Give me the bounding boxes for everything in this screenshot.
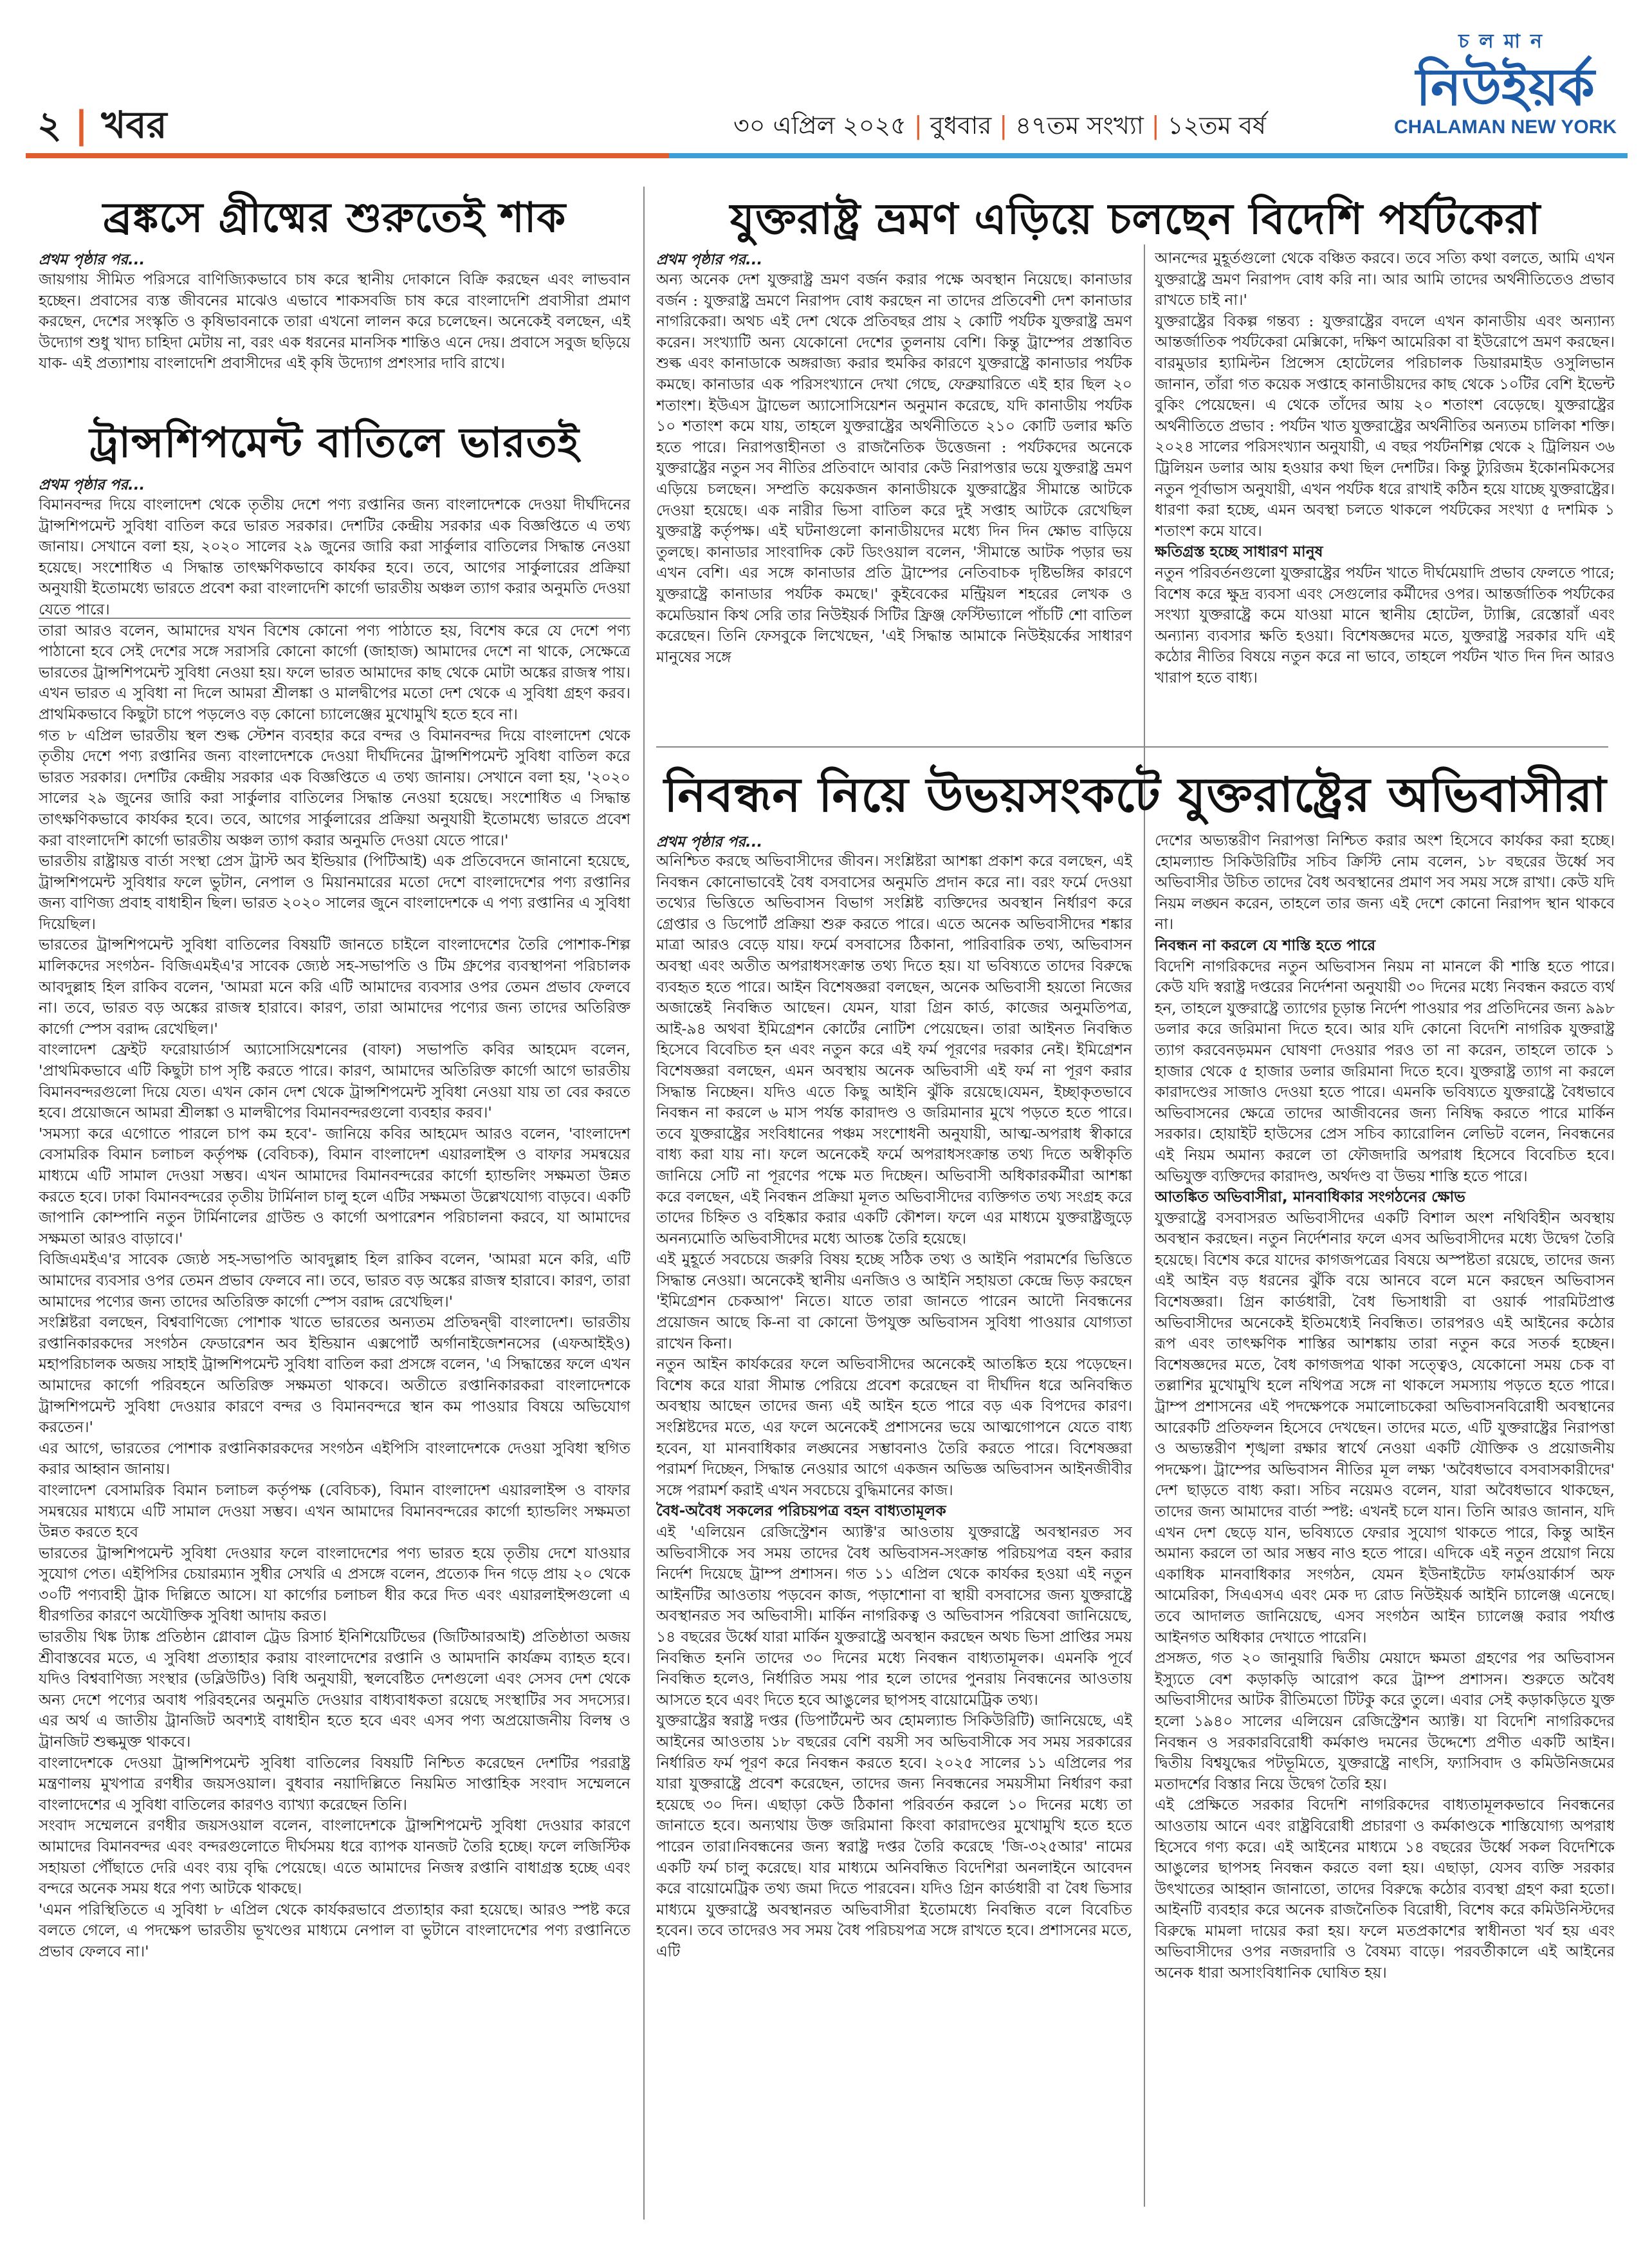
page-folio <box>37 97 167 159</box>
logo-top-text: চলমান <box>1458 30 1552 53</box>
article3-continued: প্রথম পৃষ্ঠার পর... <box>656 252 763 268</box>
article4-paragraph: দেশের অভ্যন্তরীণ নিরাপত্তা নিশ্চিত করার অংশ হিসেবে কার্যকর করা হচ্ছে। হোমল্যান্ড সিকিউরিটির সচিব ক্রিস্টি নোম বলেন, ১৮ বছরের উর্ধ্বে সব অভিবাসীর উচিত তাদের বৈধ অবস্থানের প্রমাণ সব সময় সঙ্গে রাখা। কেউ যদি নিয়ম লঙ্ঘন করেন, তাহলে তার জন্য এই দেশে কোনো নিরাপদ স্থান থাকবে না। <box>1155 831 1615 933</box>
article2-paragraph: ভারতীয় রাষ্ট্রায়ত্ত বার্তা সংস্থা প্রেস ট্রাস্ট অব ইন্ডিয়ার (পিটিআই) এক প্রতিবেদনে জানানো হয়েছে, ট্রান্সশিপমেন্ট সুবিধার ফলে ভুটান, নেপাল ও মিয়ানমারের মতো দেশে বাংলাদেশের পণ্য রপ্তানির জন্য বাণিজ্য প্রবাহ বাধাহীন ছিল। ভারত ২০২০ সালের জুনে বাংলাদেশকে এ পণ্য রপ্তানির এ সুবিধা দিয়েছিল। <box>39 852 630 933</box>
article3-paragraph: নতুন পরিবর্তনগুলো যুক্তরাষ্ট্রের পর্যটন খাতে দীর্ঘমেয়াদি প্রভাব ফেলতে পারে; বিশেষ করে ক্ষুদ্র ব্যবসা এবং সেগুলোর কর্মীদের ওপর। আন্তর্জাতিক পর্যটকের সংখ্যা যুক্তরাষ্ট্রে কমে যাওয়া মানে স্থানীয় হোটেল, ট্যাক্সি, রেস্তোরাঁ এবং অন্যান্য ব্যবসার ক্ষতি হওয়া। বিশেষজ্ঞদের মতে, যুক্তরাষ্ট্র সরকার যদি এই কঠোর নীতির বিষয়ে নতুন করে না ভাবে, তাহলে পর্যটন খাত দিন দিন আরও খারাপ হতে বাধ্য। <box>1155 563 1615 686</box>
article2-paragraph: বাংলাদেশ বেসামরিক বিমান চলাচল কর্তৃপক্ষ (বেবিচক), বিমান বাংলাদেশ এয়ারলাইন্স ও বাফার সমন্বয়ের মাধ্যমে এটি সামাল দেওয়া সম্ভব। এখন আমাদের বিমানবন্দরের কার্গো হ্যান্ডলিং সক্ষমতা উন্নত করতে হবে <box>39 1480 630 1541</box>
weekday: বুধবার <box>930 111 992 140</box>
logo-main-text: নিউইয়র্ক <box>1416 57 1595 117</box>
article2-paragraph: বাংলাদেশকে দেওয়া ট্রান্সশিপমেন্ট সুবিধা বাতিলের বিষয়টি নিশ্চিত করেছেন দেশটির পররাষ্ট্র মন্ত্রণালয় মুখপাত্র রণধীর জয়সওয়াল। বুধবার নয়াদিল্লিতে নিয়মিত সাপ্তাহিক সংবাদ সম্মেলনে বাংলাদেশের এ সুবিধা বাতিলের কারণও ব্যাখ্যা করেছেন তিনি। <box>39 1753 630 1814</box>
article2-paragraph: ভারতের ট্রান্সশিপমেন্ট সুবিধা দেওয়ার ফলে বাংলাদেশের পণ্য ভারত হয়ে তৃতীয় দেশে যাওয়ার সুযোগ পেত। এইপিসির চেয়ারম্যান সুধীর সেখরি এ প্রসঙ্গে বলেন, প্রত্যেক দিন গড়ে প্রায় ২০ থেকে ৩০টি পণ্যবাহী ট্রাক দিল্লিতে আসে। যা কার্গোর চলাচল ধীর করে দিত এবং এয়ারলাইন্সগুলো এ ধীরগতির কারণে অযৌক্তিক সুবিধা আদায় করত। <box>39 1543 630 1625</box>
article-divider <box>656 746 1608 748</box>
volume-year: ১২তম বর্ষ <box>1167 111 1266 140</box>
article2-paragraph: বিজিএমইএ'র সাবেক জ্যেষ্ঠ সহ-সভাপতি আবদুল্লাহ হিল রাকিব বলেন, 'আমরা মনে করি, এটি আমাদের ব্যবসার ওপর তেমন প্রভাব ফেলবে না। তবে, ভারত বড় অঙ্কের রাজস্ব হারাবে। কারণ, তারা আমাদের পণ্যের জন্য তাদের অতিরিক্ত কার্গো স্পেস বরাদ্দ রেখেছিল।' <box>39 1250 630 1310</box>
masthead <box>0 0 1652 158</box>
article4-paragraph: প্রসঙ্গত, গত ২০ জানুয়ারি দ্বিতীয় মেয়াদে ক্ষমতা গ্রহণের পর অভিবাসন ইস্যুতে বেশ কড়াকড়ি আরোপ করে ট্রাম্প প্রশাসন। শুরুতে অবৈধ অভিবাসীদের আটক রীতিমতো টিটকু করে তুলে। এবার সেই কড়াকড়িতে যুক্ত হলো ১৯৪০ সালের এলিয়েন রেজিস্ট্রেশন অ্যাক্ট। যা বিদেশি নাগরিকদের নিবন্ধন ও সরকারবিরোধী কর্মকাণ্ড দমনের উদ্দেশ্যে প্রণীত একটি আইন। দ্বিতীয় বিশ্বযুদ্ধের পটভূমিতে, যুক্তরাষ্ট্রে নাৎসি, ফ্যাসিবাদ ও কমিউনিজমের মতাদর্শের বিস্তার নিয়ে উদ্বেগ তৈরি হয়। <box>1155 1649 1615 1793</box>
article4-subhead: বৈধ-অবৈধ সকলের পরিচয়পত্র বহন বাধ্যতামূলক <box>656 1502 946 1520</box>
header-rule-blue <box>669 153 1628 158</box>
header-rule-orange <box>26 153 669 158</box>
article1-continued: প্রথম পৃষ্ঠার পর... <box>39 252 145 268</box>
article3-headline: যুক্তরাষ্ট্র ভ্রমণ এড়িয়ে চলছেন বিদেশি পর্যটকেরা <box>730 194 1541 244</box>
article4-subhead: আতঙ্কিত অভিবাসীরা, মানবাধিকার সংগঠনের ক্ষোভ <box>1155 1188 1465 1206</box>
dateline: ৩০ এপ্রিল ২০২৫ | বুধবার | ৪৭তম সংখ্যা | ১২তম বর্ষ <box>733 111 1266 140</box>
article2-paragraph: তারা আরও বলেন, আমাদের যখন বিশেষ কোনো পণ্য পাঠাতে হয়, বিশেষ করে যে দেশে পণ্য পাঠানো হবে সেই দেশের সঙ্গে সরাসরি কোনো কার্গো (জাহাজ) আমাদের দেশে না থাকে, সেক্ষেত্রে ভারতের ট্রান্সশিপমেন্ট সুবিধা নেওয়া হয়। ফলে ভারত আমাদের কাছ থেকে মোটা অঙ্কের রাজস্ব পায়। এখন ভারত এ সুবিধা না দিলে আমরা শ্রীলঙ্কা ও মালদ্বীপের মতো দেশ থেকে এ সুবিধা গ্রহণ করব। প্রাথমিকভাবে কিছুটা চাপে পড়লেও বড় কোনো চ্যালেঞ্জের মুখোমুখি হতে হবে না। <box>39 621 630 723</box>
column-divider <box>1144 823 1145 2207</box>
article4-paragraph: এই 'এলিয়েন রেজিস্ট্রেশন অ্যাক্ট'র আওতায় যুক্তরাষ্ট্রে অবস্থানরত সব অভিবাসীকে সব সময় তাদের বৈধ অভিবাসন-সংক্রান্ত পরিচয়পত্র বহন করার নির্দেশ দিয়েছে ট্রাম্প প্রশাসন। গত ১১ এপ্রিল থেকে কার্যকর হওয়া এই নতুন আইনটির আওতায় পড়বেন কাজ, পড়াশোনা বা স্থায়ী বসবাসের জন্য যুক্তরাষ্ট্রে অবস্থানরত সব অভিবাসী। মার্কিন নাগরিকত্ব ও অভিবাসন পরিষেবা জানিয়েছে, ১৪ বছরের উর্ধ্বে যারা মার্কিন যুক্তরাষ্ট্রে অবস্থান করছেন অথচ ভিসা প্রাপ্তির সময় নিবন্ধিত হননি তাদের ৩০ দিনের মধ্যে নিবন্ধন বাধ্যতামূলক। এমনকি পূর্বে নিবন্ধিত হলেও, নির্ধারিত সময় পার হলে তাদের পুনরায় নিবন্ধনের আওতায় আসতে হবে এবং দিতে হবে আঙুলের ছাপসহ বায়োমেট্রিক তথ্য। <box>656 1523 1132 1709</box>
article3-column-2 <box>1155 248 1615 740</box>
article4-paragraph: অনিশ্চিত করছে অভিবাসীদের জীবন। সংশ্লিষ্টরা আশঙ্কা প্রকাশ করে বলছেন, এই নিবন্ধন কোনোভাবেই বৈধ বসবাসের অনুমতি প্রদান করে না। বরং ফর্মে দেওয়া তথ্যের ভিত্তিতে অভিবাসন বিভাগ সংশ্লিষ্ট ব্যক্তিদের অবস্থান নির্ধারণ করে গ্রেপ্তার ও ডিপোর্ট প্রক্রিয়া শুরু করতে পারে। এতে অনেক অভিবাসীদের শঙ্কার মাত্রা আরও বেড়ে যায়। ফর্মে বসবাসের ঠিকানা, পারিবারিক তথ্য, অভিবাসন অবস্থা এবং অতীত অপরাধসংক্রান্ত তথ্য দিতে হয়। যা ভবিষ্যতে তাদের বিরুদ্ধে ব্যবহৃত হতে পারে। আইন বিশেষজ্ঞরা বলছেন, অনেক অভিবাসী হয়তো নিজের অজান্তেই নিবন্ধিত আছেন। যেমন, যারা গ্রিন কার্ড, কাজের অনুমতিপত্র, আই-৯৪ অথবা ইমিগ্রেশন কোর্টের নোটিশ পেয়েছেন। তারা আইনত নিবন্ধিত হিসেবে বিবেচিত হন এবং নতুন করে এই ফর্ম পূরণের দরকার নেই। ইমিগ্রেশন বিশেষজ্ঞরা বলছেন, এমন অবস্থায় অনেক অভিবাসী এই ফর্ম না পূরণ করার সিদ্ধান্ত নিচ্ছেন। যদিও এতে কিছু আইনি ঝুঁকি রয়েছে।যেমন, ইচ্ছাকৃতভাবে নিবন্ধন না করলে ৬ মাস পর্যন্ত কারাদণ্ড ও জরিমানার মুখে পড়তে হতে পারে। তবে যুক্তরাষ্ট্রের সংবিধানের পঞ্চম সংশোধনী অনুযায়ী, আত্ম-অপরাধ স্বীকারে বাধ্য করা যায় না। ফলে অনেকেই ফর্মে অপরাধসংক্রান্ত তথ্য দিতে অস্বীকৃতি জানিয়ে সেটি না পূরণের পক্ষে মত দিচ্ছেন। অভিবাসী অধিকারকর্মীরা আশঙ্কা করে বলছেন, এই নিবন্ধন প্রক্রিয়া মূলত অভিবাসীদের ব্যক্তিগত তথ্য সংগ্রহ করে তাদের চিহ্নিত ও বহিষ্কার করার একটি কৌশল। ফলে এর মাধ্যমে যুক্তরাষ্ট্রজুড়ে অনন্যমোতি অভিবাসীদের মধ্যে আতঙ্ক তৈরি হয়েছে। <box>656 852 1132 1247</box>
article3-paragraph: যুক্তরাষ্ট্রের বিকল্প গন্তব্য : যুক্তরাষ্ট্রের বদলে এখন কানাডীয় এবং অন্যান্য আন্তর্জাতিক পর্যটকেরা মেক্সিকো, দক্ষিণ আমেরিকা বা ইউরোপে ভ্রমণ করছেন। বারমুডার হ্যামিল্টন প্রিন্সেস হোটেলের পরিচালক ডিয়ারমাইড ওসুলিভান জানান, তাঁরা গত কয়েক সপ্তাহে কানাডীয়দের কাছ থেকে ১০টির বেশি ইভেন্ট বুকিং পেয়েছেন। এ থেকে তাঁদের আয় ২০ শতাংশ বেড়েছে। যুক্তরাষ্ট্রের অর্থনীতিতে প্রভাব : পর্যটন খাত যুক্তরাষ্ট্রের অর্থনীতির অন্যতম চালিকা শক্তি। ২০২৪ সালের পরিসংখ্যান অনুযায়ী, এ বছর পর্যটনশিল্প থেকে ২ ট্রিলিয়ন ৩৬ ট্রিলিয়ন ডলার আয় হওয়ার কথা ছিল দেশটির। কিন্তু ট্যুরিজম ইকোনমিকসের নতুন পূর্বাভাস অনুযায়ী, এখন পর্যটক ধরে রাখাই কঠিন হয়ে যাচ্ছে যুক্তরাষ্ট্রের। ধারণা করা হচ্ছে, এমন অবস্থা চলতে থাকলে পর্যটকের সংখ্যা ৫ দশমিক ১ শতাংশ কমে যাবে। <box>1155 311 1615 540</box>
article2-headline: ট্রান্সশিপমেন্ট বাতিলে ভারতই <box>89 419 580 467</box>
newspaper-logo <box>1383 26 1628 138</box>
article2-paragraph: বিমানবন্দর দিয়ে বাংলাদেশ থেকে তৃতীয় দেশে পণ্য রপ্তানির জন্য বাংলাদেশকে দেওয়া দীর্ঘদিনের ট্রান্সশিপমেন্ট সুবিধা বাতিল করে ভারত সরকার। দেশটির কেন্দ্রীয় সরকার এক বিজ্ঞপ্তিতে এ তথ্য জানায়। সেখানে বলা হয়, ২০২০ সালের ২৯ জুনের জারি করা সার্কুলার বাতিলের সিদ্ধান্ত নেওয়া হয়েছে। সংশোধিত এ সিদ্ধান্ত তাৎক্ষণিকভাবে কার্যকর হবে। তবে, আগের সার্কুলারের প্রক্রিয়া অনুযায়ী ইতোমধ্যে ভারতে প্রবেশ করা বাংলাদেশি কার্গো ভারতীয় অঞ্চল ত্যাগ করার অনুমতি দেওয়া যেতে পারে। <box>39 495 630 618</box>
article2-paragraph: বাংলাদেশ ফ্রেইট ফরোয়ার্ডার্স অ্যাসোসিয়েশনের (বাফা) সভাপতি কবির আহমেদ বলেন, 'প্রাথমিকভাবে এটি কিছুটা চাপ সৃষ্টি করতে পারে। কারণ, আমাদের অতিরিক্ত কার্গো আগে ভারতীয় বিমানবন্দরগুলো দিয়ে যেত। এখন কোন দেশ থেকে ট্রান্সশিপমেন্ট সুবিধা নেওয়া যায় তা বের করতে হবে। প্রয়োজনে আমরা শ্রীলঙ্কা ও মালদ্বীপের বিমানবন্দরগুলো ব্যবহার করব।' <box>39 1040 630 1122</box>
article4-column-1 <box>656 851 1132 2220</box>
article1-paragraph: জায়গায় সীমিত পরিসরে বাণিজ্যিকভাবে চাষ করে স্থানীয় দোকানে বিক্রি করছেন এবং লাভবান হচ্ছেন। প্রবাসের ব্যস্ত জীবনের মাঝেও এভাবে শাকসবজি চাষ করে বাংলাদেশি প্রবাসীরা প্রমাণ করছেন, দেশের সংস্কৃতি ও কৃষিভাবনাকে তারা এখনো লালন করে চলেছেন। অনেকেই বলছেন, এই উদ্যোগ শুধু খাদ্য চাহিদা মেটায় না, বরং এক ধরনের মানসিক শান্তিও এনে দেয়। প্রবাসে সবুজ ছড়িয়ে যাক- এই প্রত্যাশায় বাংলাদেশি প্রবাসীদের এই কৃষি উদ্যোগ প্রশংসার দাবি রাখে। <box>39 270 630 372</box>
article4-paragraph: বিদেশি নাগরিকদের নতুন অভিবাসন নিয়ম না মানলে কী শাস্তি হতে পারে। কেউ যদি স্বরাষ্ট্র দপ্তরের নির্দেশনা অনুযায়ী ৩০ দিনের মধ্যে নিবন্ধন করতে ব্যর্থ হন, তাহলে যুক্তরাষ্ট্রে ত্যাগের চূড়ান্ত নির্দেশ পাওয়ার পর প্রতিদিনের জন্য ৯৯৮ ডলার করে জরিমানা দিতে হবে। আর যদি কোনো বিদেশি নাগরিক যুক্তরাষ্ট্র ত্যাগ করবেনড়মমন ঘোষণা দেওয়ার পরও তা না করেন, তাহলে তাকে ১ হাজার থেকে ৫ হাজার ডলার জরিমানা দিতে হবে। যুক্তরাষ্ট্র ত্যাগ না করলে কারাদণ্ডের সাজাও দেওয়া হতে পারে। এমনকি ভবিষ্যতে যুক্তরাষ্ট্রে বৈধভাবে অভিবাসনের ক্ষেত্রে তাদের আজীবনের জন্য নিষিদ্ধ করতে পারে মার্কিন সরকার। হোয়াইট হাউসের প্রেস সচিব ক্যারোলিন লেভিট বলেন, নিবন্ধনের এই নিয়ম অমান্য করলে তা ফৌজদারি অপরাধ হিসেবে বিবেচিত হবে। অভিযুক্ত ব্যক্তিদের কারাদণ্ড, অর্থদণ্ড বা উভয় শাস্তি হতে পারে। <box>1155 957 1615 1185</box>
article2-paragraph: ভারতীয় থিঙ্ক ট্যাঙ্ক প্রতিষ্ঠান গ্লোবাল ট্রেড রিসার্চ ইনিশিয়েটিভের (জিটিআরআই) প্রতিষ্ঠাতা অজয় শ্রীবাস্তবের মতে, এ সুবিধা প্রত্যাহার করায় বাংলাদেশের রপ্তানি ও আমদানি কার্যক্রম ব্যাহত হবে। যদিও বিশ্ববাণিজ্য সংস্থার (ডব্লিউটিও) বিধি অনুযায়ী, স্থলবেষ্টিত দেশগুলো এবং সেসব দেশ থেকে অন্য দেশে পণ্যের অবাধ পরিবহনের অনুমতি দেওয়ার বাধ্যবাধকতা রয়েছে সংস্থাটির সব সদস্যের। এর অর্থ এ জাতীয় ট্রানজিট অবশ্যই বাধাহীন হতে হবে এবং এসব পণ্য অপ্রয়োজনীয় বিলম্ব ও ট্রানজিট শুল্কমুক্ত থাকবে। <box>39 1628 630 1751</box>
article2-paragraph: সংশ্লিষ্টরা বলছেন, বিশ্ববাণিজ্যে পোশাক খাতে ভারতের অন্যতম প্রতিদ্বন্দ্বী বাংলাদেশ। ভারতীয় রপ্তানিকারকদের সংগঠন ফেডারেশন অব ইন্ডিয়ান এক্সপোর্ট অর্গানাইজেশনসের (এফআইইও) মহাপরিচালক অজয় সাহাই ট্রান্সশিপমেন্ট সুবিধা বাতিল করা প্রসঙ্গে বলেন, 'এ সিদ্ধান্তের ফলে এখন আমাদের কার্গো পরিবহনে অতিরিক্ত সক্ষমতা থাকবে। অতীতে রপ্তানিকারকরা বাংলাদেশকে ট্রান্সশিপমেন্ট সুবিধা দেওয়ার কারণে বন্দর ও বিমানবন্দরে স্থান কম পাওয়ার বিষয়ে অভিযোগ করতেন।' <box>39 1313 630 1437</box>
article3-column-1 <box>656 269 1132 739</box>
folio-separator: | <box>74 103 89 147</box>
article4-paragraph: নতুন আইন কার্যকরের ফলে অভিবাসীদের অনেকেই আতঙ্কিত হয়ে পড়েছেন। বিশেষ করে যারা সীমান্ত পেরিয়ে প্রবেশ করেছেন বা দীর্ঘদিন ধরে অনিবন্ধিত অবস্থায় আছেন তাদের জন্য এই আইন হতে পারে বড় এক বিপদের কারণ। সংশ্লিষ্টদের মতে, এর ফলে অনেকেই প্রশাসনের ভয়ে আত্মগোপনে যেতে বাধ্য হবেন, যা মানবাধিকার লঙ্ঘনের সম্ভাবনাও তৈরি করতে পারে। বিশেষজ্ঞরা পরামর্শ দিচ্ছেন, সিদ্ধান্ত নেওয়ার আগে একজন অভিজ্ঞ অভিবাসন আইনজীবীর সঙ্গে পরামর্শ করাই এখন সবচেয়ে বুদ্ধিমানের কাজ। <box>656 1355 1132 1499</box>
article2-paragraph: 'সমস্যা করে এগোতে পারলে চাপ কম হবে'- জানিয়ে কবির আহমেদ আরও বলেন, 'বাংলাদেশ বেসামরিক বিমান চলাচল কর্তৃপক্ষ (বেবিচক), বিমান বাংলাদেশ এয়ারলাইন্স ও বাফার সমন্বয়ের মাধ্যমে এটি সামাল দেওয়া সম্ভব। এখন আমাদের বিমানবন্দরের কার্গো হ্যান্ডলিং সক্ষমতা উন্নত করতে হবে। ঢাকা বিমানবন্দরের তৃতীয় টার্মিনাল চালু হলে এটির সক্ষমতা উল্লেখযোগ্য বাড়বে। একটি জাপানি কোম্পানি নতুন টার্মিনালের গ্রাউন্ড ও কার্গো অপারেশন পরিচালনা করবে, যা আমাদের সক্ষমতা আরও বাড়াবে।' <box>39 1124 630 1247</box>
article4-headline: নিবন্ধন নিয়ে উভয়সংকটে যুক্তরাষ্ট্রের অভিবাসীরা <box>664 768 1607 823</box>
article4-subhead: নিবন্ধন না করলে যে শাস্তি হতে পারে <box>1155 935 1376 954</box>
article2-paragraph: গত ৮ এপ্রিল ভারতীয় স্থল শুল্ক স্টেশন ব্যবহার করে বন্দর ও বিমানবন্দর দিয়ে বাংলাদেশ থেকে তৃতীয় দেশে পণ্য রপ্তানির জন্য বাংলাদেশকে দেওয়া দীর্ঘদিনের ট্রান্সশিপমেন্ট সুবিধা বাতিল করে ভারত সরকার। দেশটির কেন্দ্রীয় সরকার এক বিজ্ঞপ্তিতে এ তথ্য জানায়। সেখানে বলা হয়, '২০২০ সালের ২৯ জুনের জারি করা সার্কুলার বাতিলের সিদ্ধান্ত নেওয়া হয়েছে। সংশোধিত এ সিদ্ধান্ত তাৎক্ষণিকভাবে কার্যকর হবে। তবে, আগের সার্কুলারের প্রক্রিয়া অনুযায়ী ইতোমধ্যে ভারতে প্রবেশ করা বাংলাদেশি কার্গো ভারতীয় অঞ্চল ত্যাগ করার অনুমতি দেওয়া যেতে পারে।' <box>39 726 630 849</box>
logo-english-text: CHALAMAN NEW YORK <box>1393 116 1617 138</box>
article4-paragraph: যুক্তরাষ্ট্রের স্বরাষ্ট্র দপ্তর (ডিপার্টমেন্ট অব হোমল্যান্ড সিকিউরিটি) জানিয়েছে, এই আইনের আওতায় ১৮ বছরের বেশি বয়সী সব অভিবাসীকে সব সময় সরকারের নির্ধারিত ফর্ম পূরণ করে নিবন্ধন করতে হবে। ২০২৫ সালের ১১ এপ্রিলের পর যারা যুক্তরাষ্ট্রে প্রবেশ করেছেন, তাদের জন্য নিবন্ধনের সময়সীমা নির্ধারণ করা হয়েছে ৩০ দিন। এছাড়া কেউ ঠিকানা পরিবর্তন করলে ১০ দিনের মধ্যে তা জানাতে হবে। অন্যথায় উক্ত জরিমানা কিংবা কারাদণ্ডের মুখোমুখি হতে হতে পারেন তারা।নিবন্ধনের জন্য স্বরাষ্ট্র দপ্তর তৈরি করেছে 'জি-৩২৫আর' নামের একটি ফর্ম চালু করেছে। যার মাধ্যমে অনিবন্ধিত বিদেশিরা অনলাইনে আবেদন করে বায়োমেট্রিক তথ্য জমা দিতে পারবেন। যদিও গ্রিন কার্ডধারী বা বৈধ ভিসার মাধ্যমে যুক্তরাষ্ট্রে অবস্থানরত অভিবাসীরা ইতোমধ্যে নিবন্ধিত বলে বিবেচিত হবেন। তবে তাদেরও সব সময় বৈধ পরিচয়পত্র সঙ্গে রাখতে হবে। প্রশাসনের মতে, এটি <box>656 1711 1132 1960</box>
page-number: ২ <box>37 103 62 147</box>
article2-paragraph: ভারতের ট্রান্সশিপমেন্ট সুবিধা বাতিলের বিষয়টি জানতে চাইলে বাংলাদেশের তৈরি পোশাক-শিল্প মালিকদের সংগঠন- বিজিএমইএ'র সাবেক জ্যেষ্ঠ সহ-সভাপতি ও টিম গ্রুপের ব্যবস্থাপনা পরিচালক আবদুল্লাহ হিল রাকিব বলেন, 'আমরা মনে করি এটি আমাদের ব্যবসার ওপর তেমন প্রভাব ফেলবে না। তবে, ভারত বড় অঙ্কের রাজস্ব হারাবে। কারণ, তারা আমাদের পণ্যের জন্য তাদের অতিরিক্ত কার্গো স্পেস বরাদ্দ রেখেছিল।' <box>39 935 630 1038</box>
article2-body <box>39 494 630 2218</box>
article3-paragraph: অন্য অনেক দেশ যুক্তরাষ্ট্র ভ্রমণ বর্জন করার পক্ষে অবস্থান নিয়েছে। কানাডার বর্জন : যুক্তরাষ্ট্র ভ্রমণে নিরাপদ বোধ করছেন না তাদের প্রতিবেশী দেশ কানাডার নাগরিকেরা। অথচ এই দেশ থেকে প্রতিবছর প্রায় ২ কোটি পর্যটক যুক্তরাষ্ট্র ভ্রমণ করেন। সংখ্যাটি অন্য যেকোনো দেশের তুলনায় বেশি। কিন্তু ট্রাম্পের প্রস্তাবিত শুল্ক এবং কানাডাকে অঙ্গরাজ্য করার হুমকির কারণে যুক্তরাষ্ট্রে কানাডার পর্যটক কমছে। কানাডার এক পরিসংখ্যানে দেখা গেছে, ফেব্রুয়ারিতে এই হার ছিল ২০ শতাংশ। ইউএস ট্রাভেল অ্যাসোসিয়েশন অনুমান করেছে, যদি কানাডীয় পর্যটক ১০ শতাংশ কমে যায়, তাহলে যুক্তরাষ্ট্রের অর্থনীতিতে ২১০ কোটি ডলার ক্ষতি হতে পারে। নিরাপত্তাহীনতা ও রাজনৈতিক উত্তেজনা : পর্যটকদের অনেকে যুক্তরাষ্ট্রের নতুন সব নীতির প্রতিবাদে আবার কেউ নিরাপত্তার ভয়ে যুক্তরাষ্ট্র ভ্রমণ এড়িয়ে চলছেন। সম্প্রতি কয়েকজন কানাডীয়কে যুক্তরাষ্ট্রের সীমান্তে আটকে দেওয়া হয়েছে। এক নারীর ভিসা বাতিল করে দুই সপ্তাহ আটকে রেখেছিল যুক্তরাষ্ট্র কর্তৃপক্ষ। এই ঘটনাগুলো কানাডীয়দের মধ্যে দিন দিন ক্ষোভ বাড়িয়ে তুলছে। কানাডার সাংবাদিক কেট ডিংওয়াল বলেন, 'সীমান্তে আটক পড়ার ভয় এখন বেশি। এর সঙ্গে কানাডার প্রতি ট্রাম্পের নেতিবাচক দৃষ্টিভঙ্গির কারণে যুক্তরাষ্ট্রে কানাডার পর্যটক কমছে।' কুইবেকের মন্ট্রিয়ল শহরের লেখক ও কমেডিয়ান কিথ সেরি তার নিউইয়র্ক সিটির ফ্রিঞ্জ ফেস্টিভ্যালে পাঁচটি শো বাতিল করেছেন। তিনি ফেসবুকে লিখেছেন, 'এই সিদ্ধান্ত আমাকে নিউইয়র্কের সাধারণ মানুষের সঙ্গে <box>656 270 1132 666</box>
article1-headline: ব্রঙ্কসে গ্রীষ্মের শুরুতেই শাক <box>102 194 567 242</box>
issue-number: ৪৭তম সংখ্যা <box>1015 111 1144 140</box>
article4-paragraph: এই মুহূর্তে সবচেয়ে জরুরি বিষয় হচ্ছে সঠিক তথ্য ও আইনি পরামর্শের ভিত্তিতে সিদ্ধান্ত নেওয়া। অনেকেই স্থানীয় এনজিও ও আইনি সহায়তা কেন্দ্রে ভিড় করছেন 'ইমিগ্রেশন চেকআপ' নিতে। যাতে তারা জানতে পারেন আদৌ নিবন্ধনের প্রয়োজন আছে কি-না বা কোনো উপযুক্ত অভিবাসন সুবিধা পাওয়ার যোগ্যতা রাখেন কিনা। <box>656 1250 1132 1352</box>
column-divider <box>643 187 645 2220</box>
article3-paragraph: আনন্দের মুহূর্তগুলো থেকে বঞ্চিত করবে। তবে সত্যি কথা বলতে, আমি এখন যুক্তরাষ্ট্রে ভ্রমণ নিরাপদ বোধ করি না। আর আমি তাদের অর্থনীতিতেও প্রভাব রাখতে চাই না।' <box>1155 249 1615 309</box>
article2-paragraph: সংবাদ সম্মেলনে রণধীর জয়সওয়াল বলেন, বাংলাদেশকে ট্রান্সশিপমেন্ট সুবিধা দেওয়ার কারণে আমাদের বিমানবন্দর এবং বন্দরগুলোতে দীর্ঘসময় ধরে ব্যাপক যানজট তৈরি হচ্ছে। ফলে লজিস্টিক সহায়তা পৌঁছাতে দেরি এবং ব্যয় বৃদ্ধি পেয়েছে। এতে আমাদের নিজস্ব রপ্তানি বাধাগ্রস্ত হচ্ছে এবং বন্দরে অনেক সময় ধরে পণ্য আটকে থাকছে। <box>39 1816 630 1898</box>
article4-column-2 <box>1155 830 1615 2220</box>
article4-continued: প্রথম পৃষ্ঠার পর... <box>656 834 763 851</box>
article2-paragraph: 'এমন পরিস্থিতিতে এ সুবিধা ৮ এপ্রিল থেকে কার্যকরভাবে প্রত্যাহার করা হয়েছে। আরও স্পষ্ট করে বলতে গেলে, এ পদক্ষেপ ভারতীয় ভূখণ্ডের মাধ্যমে নেপাল বা ভুটানে বাংলাদেশের পণ্য রপ্তানিতে প্রভাব ফেলবে না।' <box>39 1900 630 1960</box>
article2-paragraph: এর আগে, ভারতের পোশাক রপ্তানিকারকদের সংগঠন এইপিসি বাংলাদেশকে দেওয়া সুবিধা স্থগিত করার আহ্বান জানায়। <box>39 1439 630 1478</box>
section-name: খবর <box>101 103 167 147</box>
article4-paragraph: যুক্তরাষ্ট্রে বসবাসরত অভিবাসীদের একটি বিশাল অংশ নথিবিহীন অবস্থায় অবস্থান করছেন। নতুন নির্দেশনার ফলে এসব অভিবাসীদের মধ্যে উদ্বেগ তৈরি হয়েছে। বিশেষ করে যাদের কাগজপত্রের বিষয়ে অস্পষ্টতা রয়েছে, তাদের জন্য এই আইন বড় ধরনের ঝুঁকি বয়ে আনবে বলে মনে করছেন অভিবাসন বিশেষজ্ঞরা। গ্রিন কার্ডধারী, বৈধ ভিসাধারী বা ওয়ার্ক পারমিটপ্রাপ্ত অভিবাসীদের অনেকেই ইতিমধ্যেই নিবন্ধিত। তারপরও এই আইনের কঠোর রূপ এবং তাৎক্ষণিক শাস্তির আশঙ্কায় তারা নতুন করে সতর্ক হচ্ছেন। বিশেষজ্ঞদের মতে, বৈধ কাগজপত্র থাকা সত্ত্বেও, যেকোনো সময় চেক বা তল্লাশির মুখোমুখি হলে নথিপত্র সঙ্গে না থাকলে সমস্যায় পড়তে হতে পারে। ট্রাম্প প্রশাসনের এই পদক্ষেপকে সমালোচকেরা অভিবাসনবিরোধী অবস্থানের আরেকটি প্রতিফলন হিসেবে দেখছেন। তাদের মতে, এটি যুক্তরাষ্ট্রের নিরাপত্তা ও অভ্যন্তরীণ শৃঙ্খলা রক্ষার স্বার্থে নেওয়া একটি যৌক্তিক ও প্রয়োজনীয় পদক্ষেপ। ট্রাম্পের অভিবাসন নীতির মূল লক্ষ্য 'অবৈধভাবে বসবাসকারীদের' দেশ ছাড়তে বাধ্য করা। সচিব নয়েমও বলেন, যারা অবৈধভাবে থাকছেন, তাদের জন্য আমাদের বার্তা স্পষ্ট: এখনই চলে যান। তিনি আরও জানান, যদি এখন দেশ ছেড়ে যান, ভবিষ্যতে ফেরার সুযোগ থাকতে পারে, কিন্তু আইন অমান্য করলে তা আর সম্ভব নাও হতে পারে। এদিকে এই নতুন প্রয়োগ নিয়ে একাধিক মানবাধিকার সংগঠন, যেমন ইউনাইটেড ফার্মওয়ার্কার্স অফ আমেরিকা, সিএএসএ এবং মেক দ্য রোড নিউইয়র্ক আইনি চ্যালেঞ্জ এনেছে। তবে আদালত জানিয়েছে, এসব সংগঠন আইন চ্যালেঞ্জ করার পর্যাপ্ত আইনগত অধিকার দেখাতে পারেনি। <box>1155 1208 1615 1646</box>
article3-subhead: ক্ষতিগ্রস্ত হচ্ছে সাধারণ মানুষ <box>1155 542 1323 561</box>
article2-continued: প্রথম পৃষ্ঠার পর... <box>39 477 145 493</box>
date: ৩০ এপ্রিল ২০২৫ <box>733 111 906 140</box>
article4-paragraph: এই প্রেক্ষিতে সরকার বিদেশি নাগরিকদের বাধ্যতামূলকভাবে নিবন্ধনের আওতায় আনে এবং রাষ্ট্রবিরোধী প্রচারণা ও কর্মকাণ্ডকে শাস্তিযোগ্য অপরাধ হিসেবে গণ্য করে। এই আইনের মাধ্যমে ১৪ বছরের উর্ধ্বে সকল বিদেশিকে আঙুলের ছাপসহ নিবন্ধন করতে বলা হয়। এছাড়া, যেসব ব্যক্তি সরকার উৎখাতের আহ্বান জানাতো, তাদের বিরুদ্ধে কঠোর ব্যবস্থা গ্রহণ করা হতো। আইনটি ব্যবহার করে অনেক রাজনৈতিক বিরোধী, বিশেষ করে কমিউনিস্টদের বিরুদ্ধে মামলা দায়ের করা হয়। ফলে মতপ্রকাশের স্বাধীনতা খর্ব হয় এবং অভিবাসীদের ওপর নজরদারি ও বৈষম্য বাড়ে। পরবর্তীকালে এই আইনের অনেক ধারা অসাংবিধানিক ঘোষিত হয়। <box>1155 1796 1615 1982</box>
